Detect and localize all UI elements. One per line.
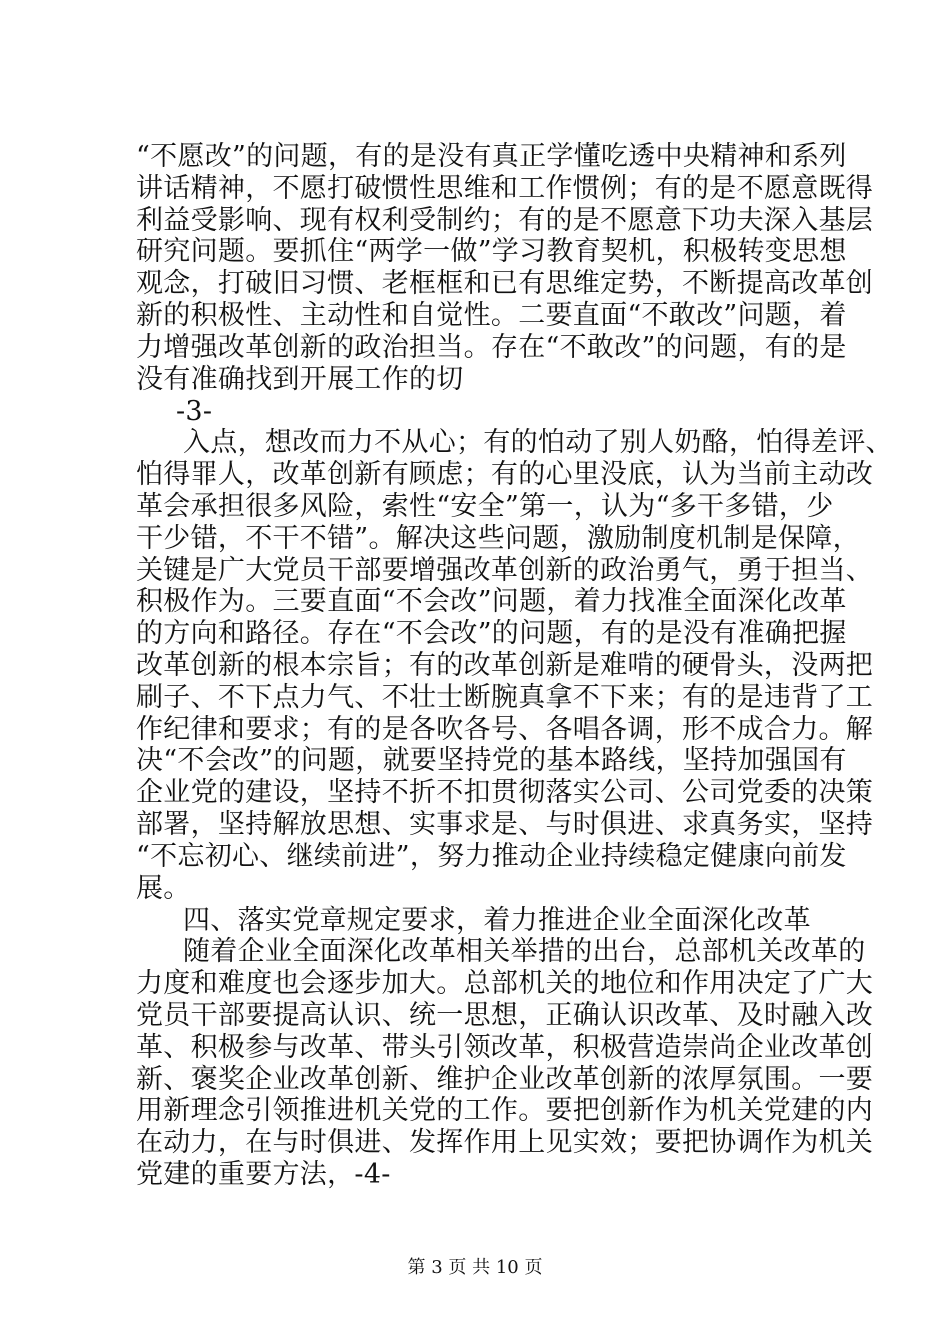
text-line: 利益受影响、现有权利受制约；有的是不愿意下功夫深入基层 bbox=[136, 205, 874, 236]
text-line: “不忘初心、继续前进”，努力推动企业持续稳定健康向前发 bbox=[136, 841, 847, 872]
text-line: 在动力，在与时俱进、发挥作用上见实效；要把协调作为机关 bbox=[136, 1127, 874, 1158]
text-line: 改革创新的根本宗旨；有的改革创新是难啃的硬骨头，没两把 bbox=[136, 650, 874, 681]
text-line: 革、积极参与改革、带头引领改革，积极营造崇尚企业改革创 bbox=[136, 1032, 874, 1063]
text-line: 的方向和路径。存在“不会改”的问题，有的是没有准确把握 bbox=[136, 618, 847, 649]
text-line: 革会承担很多风险，索性“安全”第一，认为“多干多错，少 bbox=[136, 491, 834, 522]
text-line: 入点，想改而力不从心；有的怕动了别人奶酪，怕得差评、 bbox=[183, 427, 893, 458]
text-line: 新的积极性、主动性和自觉性。二要直面“不敢改”问题，着 bbox=[136, 300, 847, 331]
text-line: 党建的重要方法，-4- bbox=[136, 1159, 391, 1190]
text-line: -3- bbox=[176, 396, 213, 427]
text-line: 力度和难度也会逐步加大。总部机关的地位和作用决定了广大 bbox=[136, 968, 874, 999]
text-line: 没有准确找到开展工作的切 bbox=[136, 364, 464, 395]
text-line: 企业党的建设，坚持不折不扣贯彻落实公司、公司党委的决策 bbox=[136, 777, 874, 808]
text-line: 随着企业全面深化改革相关举措的出台，总部机关改革的 bbox=[183, 936, 866, 967]
text-line: 讲话精神，不愿打破惯性思维和工作惯例；有的是不愿意既得 bbox=[136, 173, 874, 204]
text-line: 力增强改革创新的政治担当。存在“不敢改”的问题，有的是 bbox=[136, 332, 847, 363]
text-line: “不愿改”的问题，有的是没有真正学懂吃透中央精神和系列 bbox=[136, 141, 847, 172]
text-line: 部署，坚持解放思想、实事求是、与时俱进、求真务实，坚持 bbox=[136, 809, 874, 840]
text-line: 研究问题。要抓住“两学一做”学习教育契机，积极转变思想 bbox=[136, 236, 847, 267]
page-footer: 第 3 页 共 10 页 bbox=[407, 1257, 543, 1278]
text-line: 干少错，不干不错”。解决这些问题，激励制度机制是保障， bbox=[136, 523, 860, 554]
text-line: 党员干部要提高认识、统一思想，正确认识改革、及时融入改 bbox=[136, 1000, 874, 1031]
text-line: 关键是广大党员干部要增强改革创新的政治勇气，勇于担当、 bbox=[136, 555, 874, 586]
text-line: 积极作为。三要直面“不会改”问题，着力找准全面深化改革 bbox=[136, 586, 847, 617]
text-line: 用新理念引领推进机关党的工作。要把创新作为机关党建的内 bbox=[136, 1095, 874, 1126]
text-line: 怕得罪人，改革创新有顾虑；有的心里没底，认为当前主动改 bbox=[136, 459, 874, 490]
text-line: 四、落实党章规定要求，着力推进企业全面深化改革 bbox=[183, 905, 811, 936]
text-line: 新、褒奖企业改革创新、维护企业改革创新的浓厚氛围。一要 bbox=[136, 1064, 874, 1095]
text-line: 刷子、不下点力气、不壮士断腕真拿不下来；有的是违背了工 bbox=[136, 682, 874, 713]
text-line: 展。 bbox=[136, 873, 191, 904]
text-line: 作纪律和要求；有的是各吹各号、各唱各调，形不成合力。解 bbox=[136, 714, 874, 745]
text-line: 观念，打破旧习惯、老框框和已有思维定势，不断提高改革创 bbox=[136, 268, 874, 299]
text-line: 决“不会改”的问题，就要坚持党的基本路线，坚持加强国有 bbox=[136, 745, 847, 776]
